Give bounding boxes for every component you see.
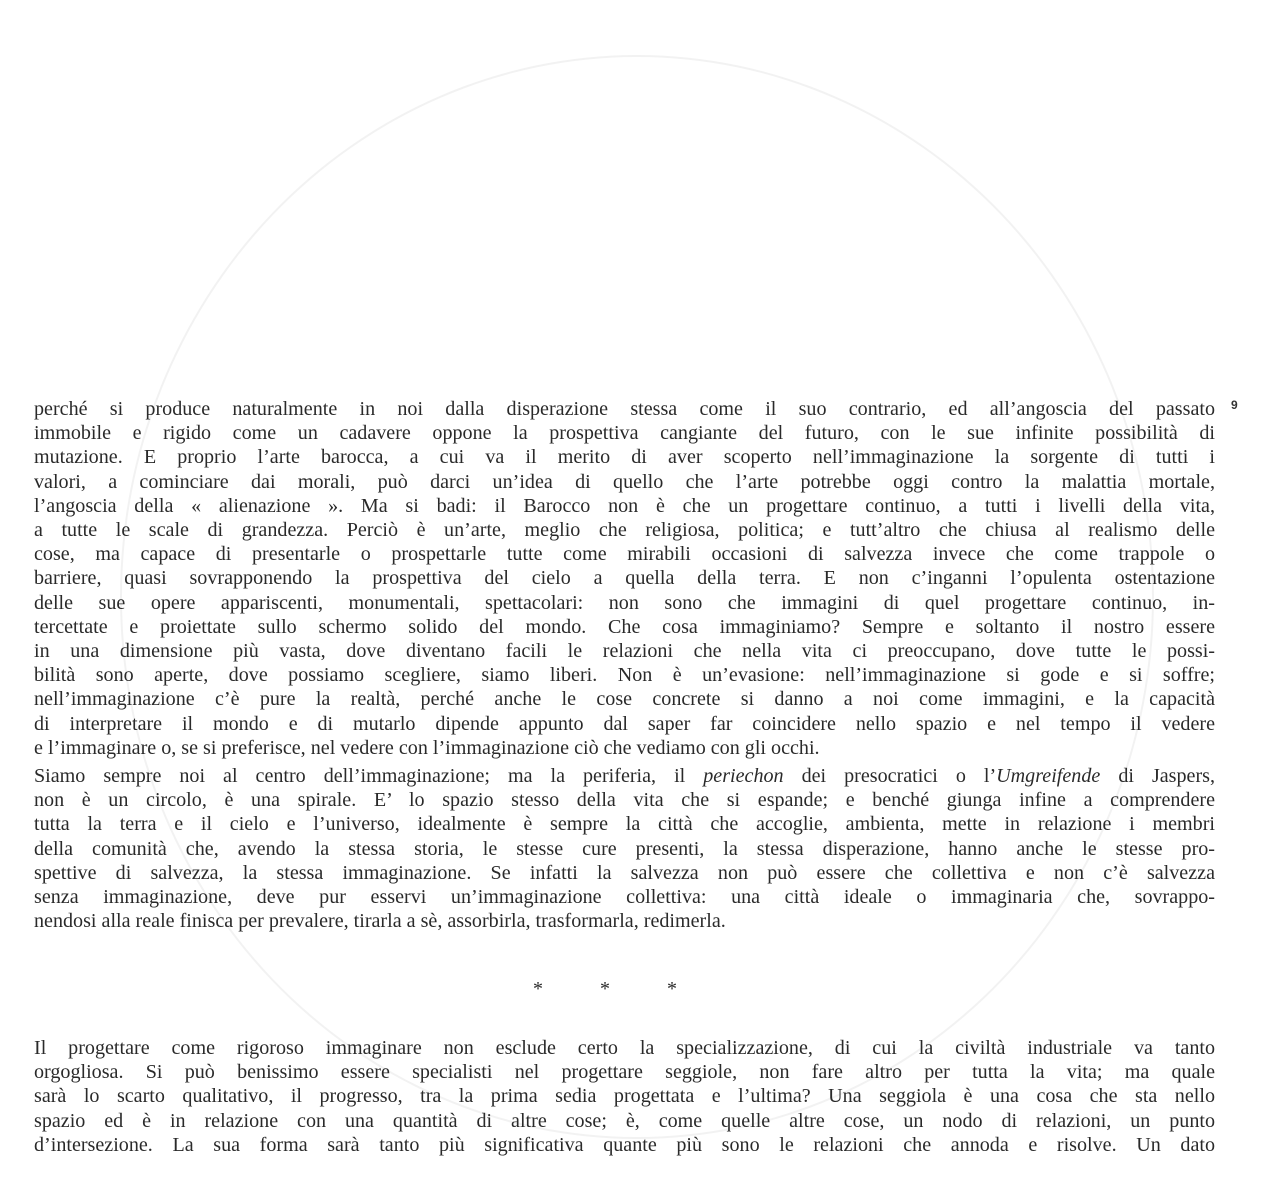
text-line: nell’immaginazione c’è pure la realtà, perché anche le cose concrete si danno a noi come immagini, e la capacità (34, 688, 1215, 711)
text-fragment: dei presocratici o l’ (783, 765, 997, 787)
text-line: spettive di salvezza, la stessa immaginazione. Se infatti la salvezza non può essere che collettiva e non c’è salvezza (34, 861, 1215, 884)
text-line: tutta la terra e il cielo e l’universo, idealmente è sempre la città che accoglie, ambienta, mette in relazione i membri (34, 813, 1215, 836)
text-line: Il progettare come rigoroso immaginare non esclude certo la specializzazione, di cui la civiltà industriale va tanto (34, 1037, 1215, 1059)
text-line (34, 764, 1215, 788)
text-line: d’intersezione. La sua forma sarà tanto più significativa quante più sono le relazioni che annoda e risolve. Un dato (34, 1133, 1215, 1156)
text-line: l’angoscia della « alienazione ». Ma si badi: il Barocco non è che un progettare continuo, a tutti i livelli della vita, (34, 494, 1215, 517)
text-line: immobile e rigido come un cadavere oppone la prospettiva cangiante del futuro, con le sue infinite possibilità di (34, 422, 1215, 445)
text-line: delle sue opere appariscenti, monumentali, spettacolari: non sono che immagini di quel progettare continuo, in- (34, 591, 1215, 614)
paragraph-2 (34, 764, 1215, 933)
text-line: bilità sono aperte, dove possiamo scegliere, siamo liberi. Non è un’evasione: nell’immaginazione si gode e si soffre; (34, 664, 1215, 687)
text-line: spazio ed è in relazione con una quantità di altre cose; è, come quelle altre cose, un nodo di relazioni, un punto (34, 1109, 1215, 1132)
text-line: orgogliosa. Si può benissimo essere specialisti nel progettare seggiole, non fare altro per tutta la vita; ma quale (34, 1061, 1215, 1084)
text-line: a tutte le scale di grandezza. Perciò è un’arte, meglio che religiosa, politica; e tutt’altro che chiusa al realismo delle (34, 519, 1215, 542)
italic-term-periechon: periechon (703, 765, 784, 787)
text-line: senza immaginazione, deve pur esservi un’immaginazione collettiva: una città ideale o immaginaria che, sovrappo- (34, 886, 1215, 909)
text-line: tercettate e proiettate sullo schermo solido del mondo. Che cosa immaginiamo? Sempre e soltanto il nostro essere (34, 615, 1215, 638)
text-line: e l’immaginare o, se si preferisce, nel vedere con l’immaginazione ciò che vediamo con gli occhi. (34, 736, 820, 759)
text-line: barriere, quasi sovrapponendo la prospettiva del cielo a quella della terra. E non c’inganni l’opulenta ostentazione (34, 567, 1215, 590)
text-line: mutazione. E proprio l’arte barocca, a cui va il merito di aver scoperto nell’immaginazione la sorgente di tutti i (34, 446, 1215, 469)
paragraph-3 (34, 1036, 1215, 1157)
paragraph-1 (34, 397, 1215, 760)
italic-term-umgreifende: Umgreifende (996, 765, 1101, 787)
text-line: perché si produce naturalmente in noi dalla disperazione stessa come il suo contrario, ed all’angoscia del passato (34, 398, 1215, 420)
text-line: valori, a cominciare dai morali, può darci un’idea di quello che l’arte potrebbe oggi contro la malattia mortale, (34, 470, 1215, 493)
text-fragment: di Jaspers, (1100, 765, 1215, 787)
text-line: non è un circolo, è una spirale. E’ lo spazio stesso della vita che si espande; e benché giunga infine a comprendere (34, 789, 1215, 812)
section-separator: * * * (533, 978, 703, 1000)
page-number: 9 (1231, 398, 1238, 412)
text-line: in una dimensione più vasta, dove diventano facili le relazioni che nella vita ci preoccupano, dove tutte le possi- (34, 640, 1215, 663)
text-line: di interpretare il mondo e di mutarlo dipende appunto dal saper far coincidere nello spazio e nel tempo il vedere (34, 712, 1215, 735)
text-line: cose, ma capace di presentarle o prospettarle tutte come mirabili occasioni di salvezza invece che come trappole o (34, 543, 1215, 566)
text-line: della comunità che, avendo la stessa storia, le stesse cure presenti, la stessa disperazione, hanno anche le stesse pro- (34, 837, 1215, 860)
text-fragment: Siamo sempre noi al centro dell’immaginazione; ma la periferia, il (34, 765, 704, 787)
text-line: nendosi alla reale finisca per prevalere, tirarla a sè, assorbirla, trasformarla, redimerla. (34, 910, 726, 933)
text-line: sarà lo scarto qualitativo, il progresso, tra la prima sedia progettata e l’ultima? Una seggiola è una cosa che sta nello (34, 1085, 1215, 1108)
